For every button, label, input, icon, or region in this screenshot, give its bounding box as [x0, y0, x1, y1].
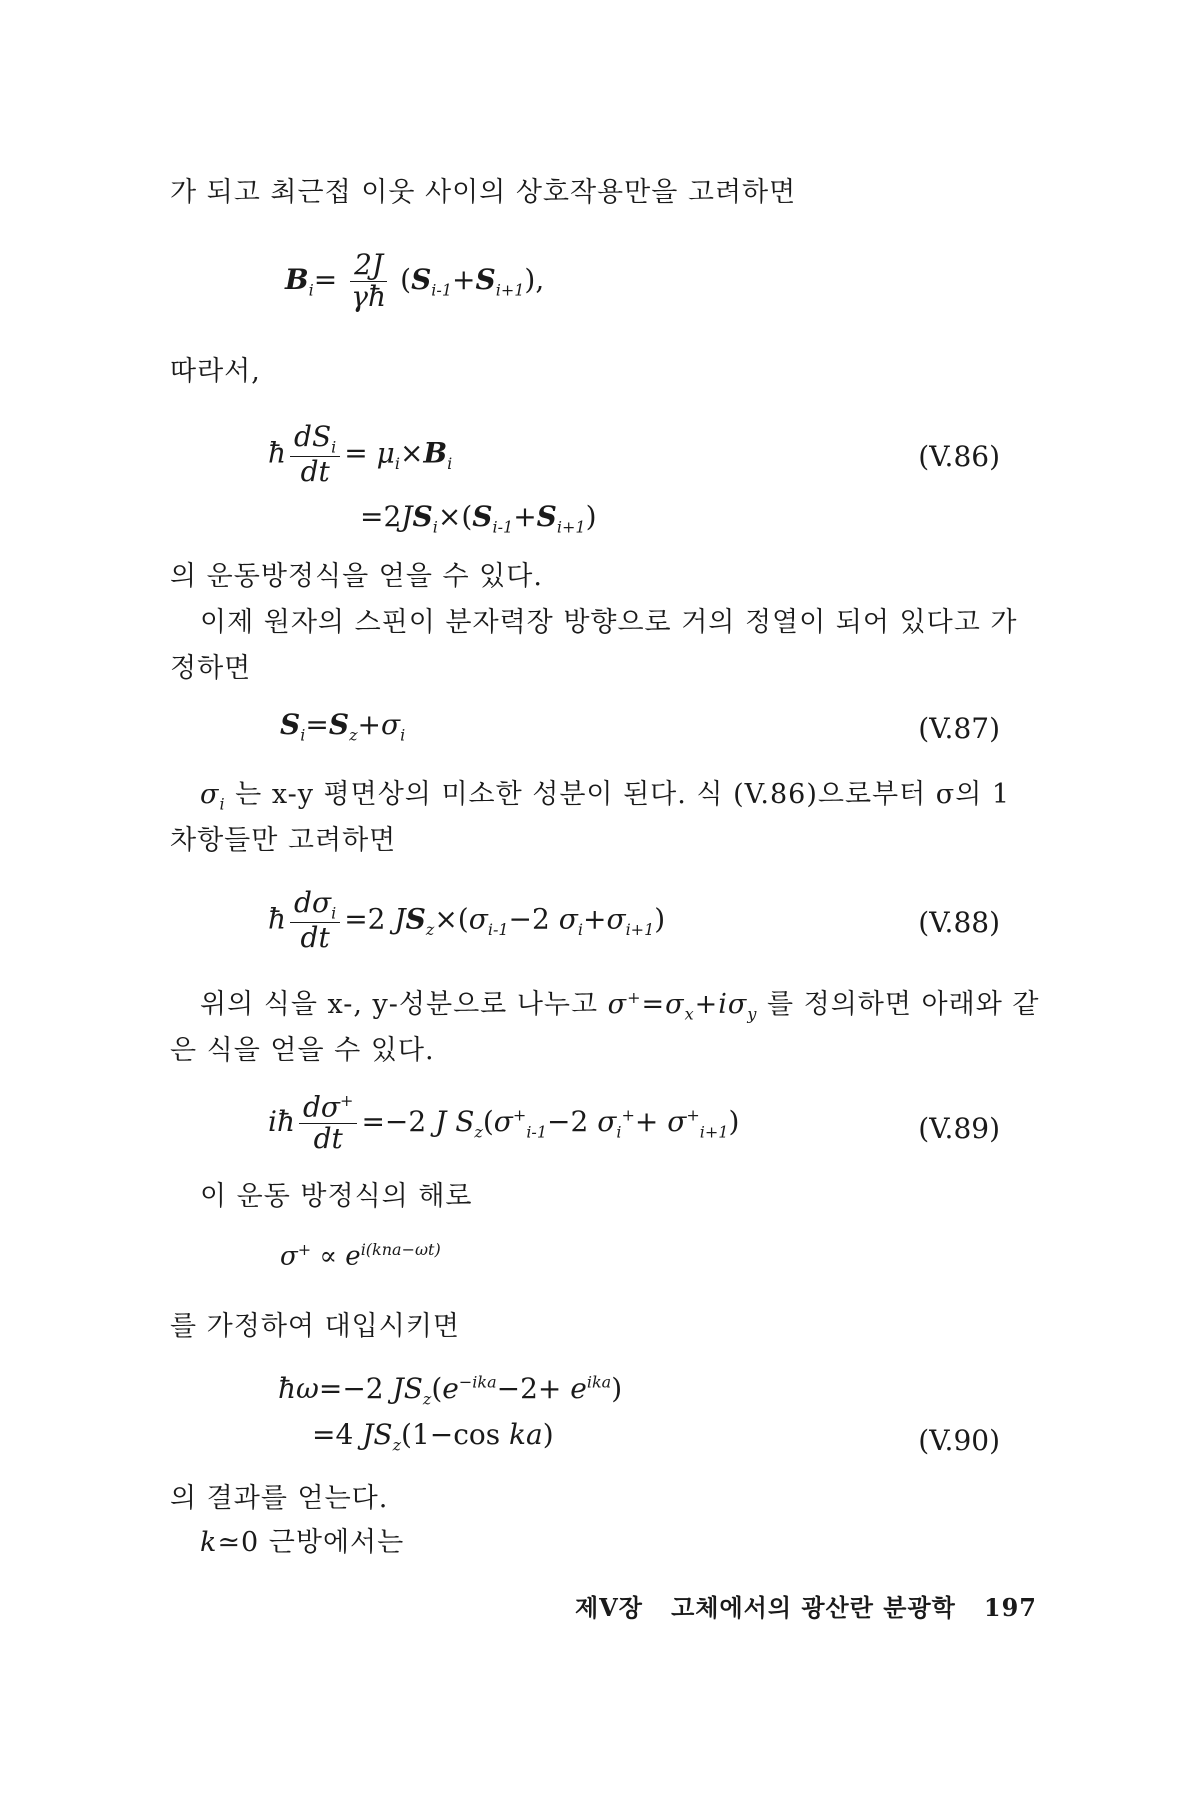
paragraph-text: 는 x-y 평면상의 미소한 성분이 된다. 식 (V.86)으로부터 σ의 1: [235, 779, 1011, 810]
page-number: 197: [983, 1593, 1037, 1622]
equation-v90-line1: ħω=−2 $JS_z(e^{-ika}-2+ e^{ika})$: [278, 1372, 623, 1409]
equation-v86-line1: ħ $\frac{dS_i}{dt}$ = $\mu_i\times B_i$: [268, 420, 453, 489]
equation-v87: $S_i=S_z+\sigma_i$: [280, 708, 406, 745]
paragraph-line: k≃0 근방에서는: [200, 1527, 405, 1558]
paragraph-text: 이제 원자의 스핀이 분자력장 방향으로 거의 정열이 되어 있다고 가: [200, 607, 1018, 638]
paragraph-text: 은 식을 얻을 수 있다.: [170, 1035, 435, 1066]
paragraph-line: 위의 식을 x-, y-성분으로 나누고 $\sigma^+=\sigma_x+i\sigma_y$ 를 정의하면 아래와 같: [200, 988, 1040, 1024]
equation-v89: iħ $\frac{d\sigma^+}{dt}$ =−2 J $S_z(\sigma^+_{i-1}-2$ $\sigma_i^++ \sigma^+_{i+1}$): [268, 1090, 740, 1156]
equation-number: (V.89): [918, 1112, 1000, 1145]
paragraph-text: 근방에서는: [268, 1527, 405, 1558]
paragraph-line: $\sigma_i$ 는 x-y 평면상의 미소한 성분이 된다. 식 (V.86)으로부터 σ의 1: [200, 779, 1011, 814]
equation-v88: ħ $\frac{d\sigma_i}{dt}$ =2 $JS_z\times(\sigma_{i-1}-2$ $\sigma_i+\sigma_{i+1}$): [268, 886, 666, 955]
paragraph-text: 차항들만 고려하면: [170, 825, 397, 856]
equation-v90-line2: =4 $JS_z(1-\cos$ ka): [312, 1418, 554, 1455]
equation-number: (V.90): [918, 1424, 1000, 1457]
fraction: $\frac{dS_i}{dt}$: [290, 422, 340, 488]
paragraph-text: 위의 식을 x-, y-성분으로 나누고: [200, 989, 599, 1020]
paragraph-text: 이 운동 방정식의 해로: [200, 1181, 473, 1212]
paragraph-text: 를 정의하면 아래와 같: [766, 989, 1040, 1020]
equation-number: (V.87): [918, 712, 1000, 745]
equation-bi: $B_i=$ $\frac{2J}{\gamma ħ}$ $(S_{i-1}+S_{i+1})$,: [285, 248, 545, 313]
fraction: $\frac{2J}{\gamma ħ}$: [351, 248, 387, 313]
fraction: $\frac{d\sigma^+}{dt}$: [299, 1092, 357, 1155]
paragraph-text: 정하면: [170, 653, 252, 684]
equation-solution: $\sigma^+ \propto e^{i(kna-\omega t)}$: [280, 1240, 441, 1272]
footer-title: 고체에서의 광산란 분광학: [671, 1593, 956, 1622]
paragraph-text: 를 가정하여 대입시키면: [170, 1311, 460, 1342]
equation-number: (V.88): [918, 906, 1000, 939]
page-footer: [575, 1588, 1037, 1623]
paragraph-text: 의 결과를 얻는다.: [170, 1483, 389, 1514]
paragraph-text: 따라서,: [170, 356, 261, 387]
equation-v86-line2: $=2JS_i\times(S_{i-1}+S_{i+1})$: [360, 500, 597, 537]
paragraph-text: 가 되고 최근접 이웃 사이의 상호작용만을 고려하면: [170, 177, 797, 208]
fraction: $\frac{d\sigma_i}{dt}$: [290, 888, 340, 954]
footer-chapter: 제V장: [575, 1593, 643, 1622]
equation-number: (V.86): [918, 440, 1000, 473]
paragraph-text: 의 운동방정식을 얻을 수 있다.: [170, 561, 543, 592]
